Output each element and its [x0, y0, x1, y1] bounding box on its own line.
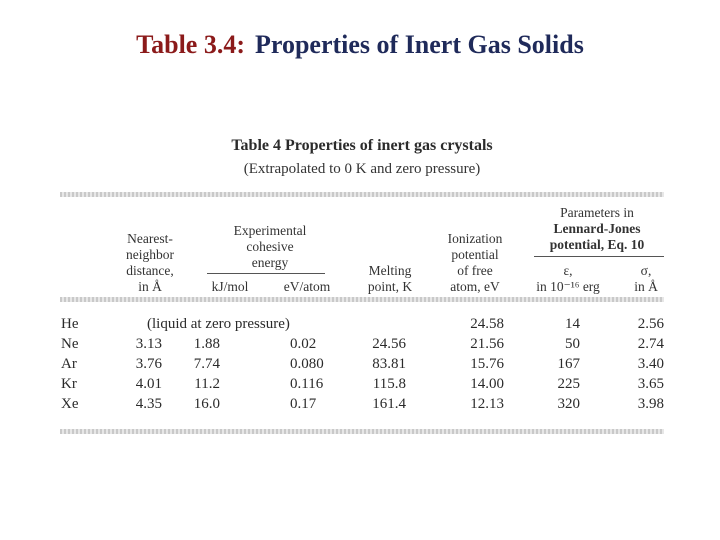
cell-epsilon: 320 — [557, 396, 580, 412]
cell-epsilon: 225 — [557, 376, 580, 392]
cell-melting: 161.4 — [372, 396, 406, 412]
cell-distance: 4.01 — [135, 376, 162, 392]
header-ev-atom: eV/atom — [283, 279, 331, 294]
scanned-table — [60, 134, 664, 440]
cell-ev-atom: 0.02 — [290, 336, 317, 352]
header-sigma: σ, in Å — [634, 263, 658, 294]
cell-ev-atom: 0.17 — [290, 396, 317, 412]
cell-kj-mol: 16.0 — [193, 396, 220, 412]
header-ionization-potential: Ionization potential of free atom, eV — [447, 231, 503, 294]
cell-kj-mol: 1.88 — [193, 336, 220, 352]
header-lennard-jones: Parameters in Lennard-Jones potential, Eq. 10 — [549, 205, 645, 252]
title-number: Table 3.4: — [136, 30, 245, 59]
cell-melting: 83.81 — [372, 356, 406, 372]
cell-sigma: 2.56 — [637, 316, 664, 332]
lennard-jones-underline — [534, 256, 664, 257]
header-kj-mol: kJ/mol — [211, 279, 249, 294]
cell-melting: 115.8 — [372, 376, 406, 392]
table-caption: Table 4 Properties of inert gas crystals — [231, 137, 493, 154]
cell-element: Kr — [61, 376, 77, 392]
header-nearest-neighbor: Nearest- neighbor distance, in Å — [126, 231, 174, 294]
bottom-rule — [60, 429, 664, 434]
header-epsilon: ε, in 10⁻¹⁶ erg — [536, 263, 600, 294]
cohesive-energy-underline — [207, 273, 325, 274]
cell-epsilon: 14 — [565, 316, 580, 332]
cell-ionization: 24.58 — [470, 316, 504, 332]
header-melting-point: Melting point, K — [367, 263, 413, 294]
cell-element: Xe — [61, 396, 79, 412]
cell-ev-atom: 0.080 — [290, 356, 324, 372]
cell-distance: 3.76 — [135, 356, 162, 372]
cell-distance: 3.13 — [135, 336, 162, 352]
top-rule — [60, 192, 664, 197]
header-cohesive-energy: Experimental cohesive energy — [233, 223, 307, 270]
cell-ev-atom: 0.116 — [290, 376, 324, 392]
cell-sigma: 3.65 — [637, 376, 664, 392]
cell-ionization: 21.56 — [470, 336, 504, 352]
cell-epsilon: 50 — [565, 336, 580, 352]
cell-element: Ne — [61, 336, 79, 352]
he-note: (liquid at zero pressure) — [147, 316, 290, 332]
cell-distance: 4.35 — [135, 396, 162, 412]
cell-kj-mol: 7.74 — [193, 356, 220, 372]
cell-sigma: 3.40 — [637, 356, 664, 372]
cell-ionization: 14.00 — [470, 376, 504, 392]
cell-melting: 24.56 — [372, 336, 406, 352]
cell-element: Ar — [61, 356, 77, 372]
cell-sigma: 3.98 — [637, 396, 664, 412]
cell-ionization: 15.76 — [470, 356, 504, 372]
cell-element: He — [61, 316, 79, 332]
cell-sigma: 2.74 — [637, 336, 664, 352]
table-subcaption: (Extrapolated to 0 K and zero pressure) — [243, 161, 481, 177]
cell-epsilon: 167 — [557, 356, 580, 372]
cell-kj-mol: 11.2 — [194, 376, 220, 392]
header-rule — [60, 297, 664, 302]
slide-title — [0, 30, 720, 60]
title-text: Properties of Inert Gas Solids — [255, 30, 584, 59]
cell-ionization: 12.13 — [470, 396, 504, 412]
